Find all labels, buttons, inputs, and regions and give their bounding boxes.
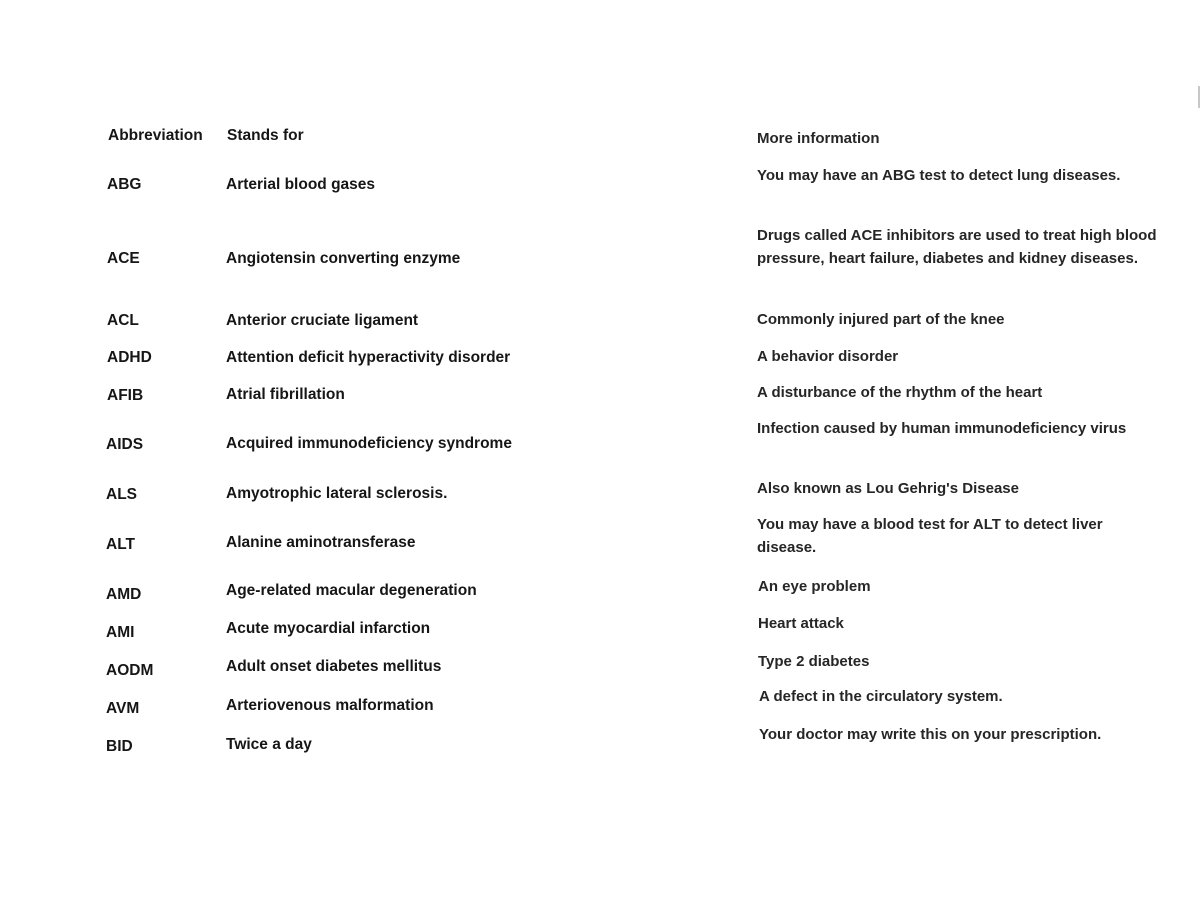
row-more-info: Also known as Lou Gehrig's Disease: [757, 480, 1019, 497]
row-abbreviation: ADHD: [107, 349, 152, 366]
header-abbreviation: Abbreviation: [108, 127, 203, 144]
row-abbreviation: ALS: [106, 486, 137, 503]
header-more-information: More information: [757, 130, 880, 147]
row-abbreviation: ACE: [107, 250, 140, 267]
row-abbreviation: AODM: [106, 662, 154, 679]
row-abbreviation: ACL: [107, 312, 139, 329]
row-term: Age-related macular degeneration: [226, 582, 477, 599]
row-abbreviation: ABG: [107, 176, 142, 193]
row-term: Acute myocardial infarction: [226, 620, 431, 637]
row-term: Anterior cruciate ligament: [226, 312, 419, 329]
row-more-info: Infection caused by human immunodeficiency virus: [757, 420, 1127, 437]
row-abbreviation: AVM: [106, 700, 140, 717]
row-abbreviation: AMD: [106, 586, 142, 603]
row-term: Angiotensin converting enzyme: [226, 250, 461, 267]
row-abbreviation: AFIB: [107, 387, 144, 404]
header-stands-for: Stands for: [227, 127, 304, 144]
row-term: Alanine aminotransferase: [226, 534, 416, 551]
row-term: Attention deficit hyperactivity disorder: [226, 349, 511, 366]
row-more-info: Commonly injured part of the knee: [757, 311, 1005, 328]
row-more-info: A disturbance of the rhythm of the heart: [757, 384, 1043, 401]
row-more-info: A defect in the circulatory system.: [759, 688, 1003, 705]
row-term: Twice a day: [226, 736, 312, 753]
row-term: Arterial blood gases: [226, 176, 376, 193]
row-abbreviation: AMI: [106, 624, 135, 641]
row-more-info: A behavior disorder: [757, 348, 899, 365]
row-term: Amyotrophic lateral sclerosis.: [226, 485, 448, 502]
row-more-info: An eye problem: [758, 578, 871, 595]
row-more-info: Your doctor may write this on your prescription.: [759, 726, 1102, 743]
row-abbreviation: ALT: [106, 536, 135, 553]
row-more-info: You may have a blood test for ALT to detect liver disease.: [757, 516, 1103, 556]
row-term: Arteriovenous malformation: [226, 697, 434, 714]
row-term: Adult onset diabetes mellitus: [226, 658, 442, 675]
row-term: Acquired immunodeficiency syndrome: [226, 435, 512, 452]
row-more-info: Heart attack: [758, 615, 844, 632]
row-more-info: You may have an ABG test to detect lung diseases.: [757, 167, 1121, 184]
row-more-info: Type 2 diabetes: [758, 653, 870, 670]
row-abbreviation: BID: [106, 738, 133, 755]
row-term: Atrial fibrillation: [226, 386, 345, 403]
row-abbreviation: AIDS: [106, 436, 144, 453]
row-more-info: Drugs called ACE inhibitors are used to treat high blood pressure, heart failure, diabetes and kidney diseases.: [757, 227, 1157, 267]
